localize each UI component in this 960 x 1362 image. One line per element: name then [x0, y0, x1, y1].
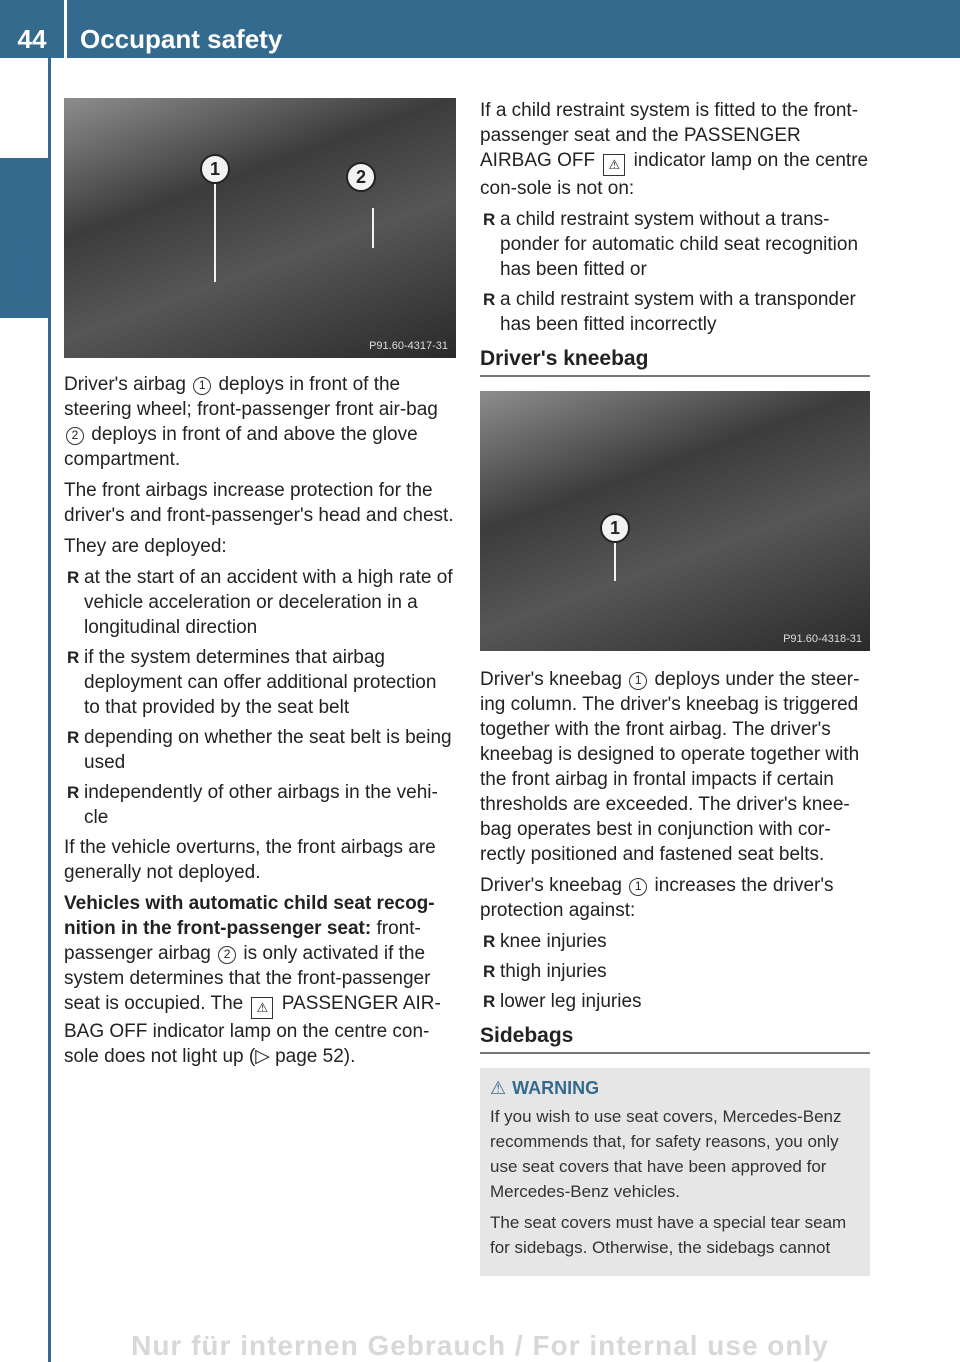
list-item: R a child restraint system without a trans-ponder for automatic child seat recognition has been fitted or — [483, 209, 859, 280]
paragraph-overturn: If the vehicle overturns, the front airbags are generally not deployed. — [64, 837, 436, 883]
child-restraint-list — [480, 207, 870, 337]
callout-line-1 — [214, 182, 216, 282]
warning-triangle-icon: ⚠ — [490, 1078, 507, 1098]
side-tab-label: Safety — [8, 234, 36, 310]
callout-2: 2 — [346, 162, 376, 192]
photo-code: P91.60-4318-31 — [783, 633, 862, 645]
callout-1: 1 — [200, 154, 230, 184]
right-column — [480, 98, 870, 1276]
list-item: R at the start of an accident with a high rate of vehicle acceleration or deceleration in a longitudinal direction — [67, 567, 453, 638]
list-item: R independently of other airbags in the vehi-cle — [67, 782, 438, 828]
heading-drivers-kneebag: Driver's kneebag — [480, 347, 870, 377]
page-ref-arrow: ▷ — [255, 1046, 270, 1067]
warning-heading: ⚠ WARNING — [490, 1078, 600, 1098]
list-item: R thigh injuries — [483, 961, 607, 982]
warning-text: If you wish to use seat covers, Mercedes-Benz recommends that, for safety reasons, you only use seat covers that have been approved for Mercedes-Benz vehicles. — [490, 1107, 842, 1201]
left-column — [64, 98, 456, 1075]
list-item: R if the system determines that airbag deployment can offer additional protection to that provided by the seat belt — [67, 647, 437, 718]
callout-line-2 — [372, 208, 374, 248]
paragraph-protection: The front airbags increase protection for the driver's and front-passenger's head and chest. — [64, 480, 454, 526]
deployment-list — [64, 565, 456, 830]
paragraph-driver-airbag: Driver's airbag 1 deploys in front of the steering wheel; front-passenger front air-bag 2 deploys in front of and above the glove compartment. — [64, 374, 438, 470]
paragraph-kneebag-protection: Driver's kneebag 1 increases the driver's protection against: — [480, 875, 834, 921]
callout-ref-1: 1 — [629, 878, 647, 896]
paragraph-child-restraint: If a child restraint system is fitted to the front-passenger seat and the PASSENGER AIRBAG OFF ⚠ indicator lamp on the centre con-sole is not on: — [480, 100, 869, 199]
callout-ref-2: 2 — [218, 946, 236, 964]
kneebag-photo — [480, 391, 870, 651]
passenger-airbag-off-icon: ⚠ — [251, 997, 273, 1019]
warning-text: The seat covers must have a special tear seam for sidebags. Otherwise, the sidebags cannot — [490, 1213, 847, 1257]
list-item: R a child restraint system with a transponder has been fitted incorrectly — [483, 289, 856, 335]
callout-1: 1 — [600, 513, 630, 543]
page-title: Occupant safety — [80, 24, 283, 54]
callout-line-kneebag — [614, 541, 616, 581]
callout-ref-2: 2 — [66, 427, 84, 445]
injury-list — [480, 929, 870, 1014]
paragraph-kneebag-deploys: Driver's kneebag 1 deploys under the steer-ing column. The driver's kneebag is triggered together with the front airbag. The driver's kneebag is designed to operate together with the front airbag in frontal impacts if certain thresholds are exceeded. The driver's knee-bag operates best in conjunction with cor-rectly positioned and fastened seat belts. — [480, 669, 860, 865]
paragraph-deployed: They are deployed: — [64, 536, 227, 557]
warning-box — [480, 1068, 870, 1276]
dashboard-airbag-photo — [64, 98, 456, 358]
list-item: R depending on whether the seat belt is being used — [67, 727, 452, 773]
callout-ref-1: 1 — [629, 672, 647, 690]
callout-ref-1: 1 — [193, 377, 211, 395]
paragraph-child-seat-recognition: Vehicles with automatic child seat recog-nition in the front-passenger seat: front-passenger airbag 2 is only activated if the system determines that the front-passenger seat is occupied. The ⚠ PASSENGER AIR-BAG OFF indicator lamp on the centre con-sole does not light up (▷ page 52). — [64, 893, 441, 1067]
header-divider — [64, 0, 67, 58]
list-item: R lower leg injuries — [483, 991, 642, 1012]
passenger-airbag-off-icon: ⚠ — [603, 154, 625, 176]
heading-sidebags: Sidebags — [480, 1024, 870, 1054]
side-rule — [48, 58, 51, 1362]
footer-watermark: Nur für internen Gebrauch / For internal use only — [131, 1330, 829, 1361]
photo-code: P91.60-4317-31 — [369, 340, 448, 352]
page-number: 44 — [17, 24, 47, 54]
list-item: R knee injuries — [483, 931, 607, 952]
